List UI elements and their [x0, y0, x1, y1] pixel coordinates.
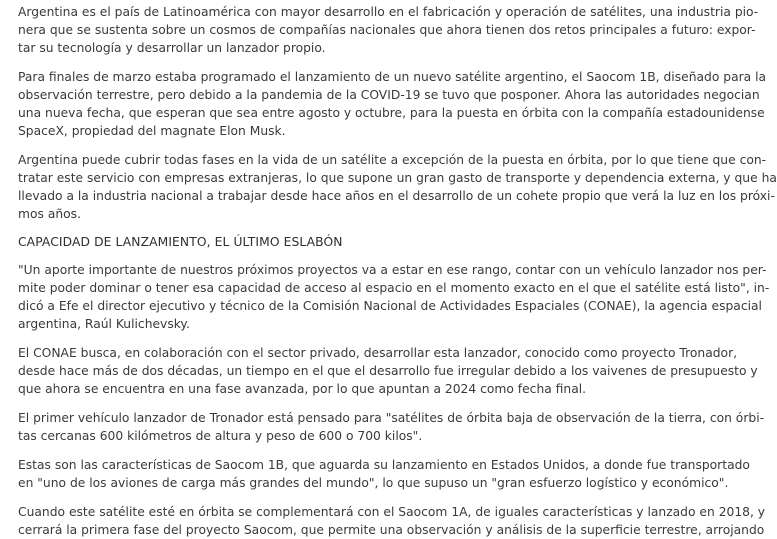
section-heading: CAPACIDAD DE LANZAMIENTO, EL ÚLTIMO ESLABÓN	[18, 235, 343, 249]
text-line: tas cercanas 600 kilómetros de altura y peso de 600 o 700 kilos".	[18, 429, 423, 443]
text-line: tratar este servicio con empresas extranjeras, lo que supone un gran gasto de transporte y dependencia externa, y que ha	[18, 171, 777, 185]
text-line: Cuando este satélite esté en órbita se complementará con el Saocom 1A, de iguales características y lanzado en 2018, y	[18, 505, 766, 519]
text-line: en "uno de los aviones de carga más grandes del mundo", lo que supuso un "gran esfuerzo logístico y económico".	[18, 476, 729, 490]
text-line: cerrará la primera fase del proyecto Saocom, que permite una observación y análisis de la superficie terrestre, arrojando	[18, 523, 765, 537]
text-line: Estas son las características de Saocom 1B, que aguarda su lanzamiento en Estados Unidos, a donde fue transportado	[18, 458, 750, 472]
text-line: nera que se sustenta sobre un cosmos de compañías nacionales que ahora tienen dos retos principales a futuro: expor-	[18, 23, 756, 37]
text-line: SpaceX, propiedad del magnate Elon Musk.	[18, 124, 286, 138]
text-line: llevado a la industria nacional a trabajar desde hace años en el desarrollo de un cohete propio que verá la luz en los próxi-	[18, 189, 775, 203]
text-line: que ahora se encuentra en una fase avanzada, por lo que apuntan a 2024 como fecha final.	[18, 382, 587, 396]
text-line: El primer vehículo lanzador de Tronador está pensado para "satélites de órbita baja de observación de la tierra, con órbi-	[18, 411, 765, 425]
text-line: una nueva fecha, que esperan que sea entre agosto y octubre, para la puesta en órbita con la compañía estadounidense	[18, 106, 765, 120]
text-line: dicó a Efe el director ejecutivo y técnico de la Comisión Nacional de Actividades Espaciales (CONAE), la agencia espacial	[18, 299, 762, 313]
text-line: "Un aporte importante de nuestros próximos proyectos va a estar en ese rango, contar con un vehículo lanzador nos per-	[18, 263, 767, 277]
text-line: Argentina puede cubrir todas fases en la vida de un satélite a excepción de la puesta en órbita, por lo que tiene que con-	[18, 153, 767, 167]
text-line: argentina, Raúl Kulichevsky.	[18, 317, 190, 331]
text-line: tar su tecnología y desarrollar un lanzador propio.	[18, 41, 326, 55]
text-line: mos años.	[18, 207, 81, 221]
text-line: desde hace más de dos décadas, un tiempo en el que el desarrollo fue irregular debido a los vaivenes de presupuesto y	[18, 364, 758, 378]
text-line: El CONAE busca, en colaboración con el sector privado, desarrollar esta lanzador, conocido como proyecto Tronador,	[18, 346, 738, 360]
text-line: Para finales de marzo estaba programado el lanzamiento de un nuevo satélite argentino, el Saocom 1B, diseñado para la	[18, 70, 767, 84]
text-line: observación terrestre, pero debido a la pandemia de la COVID-19 se tuvo que posponer. Ahora las autoridades negocian	[18, 88, 760, 102]
text-line: mite poder dominar o tener esa capacidad de acceso al espacio en el momento exacto en el que el satélite está listo", in-	[18, 281, 770, 295]
text-line: Argentina es el país de Latinoamérica con mayor desarrollo en el fabricación y operación de satélites, una industria pio-	[18, 5, 759, 19]
